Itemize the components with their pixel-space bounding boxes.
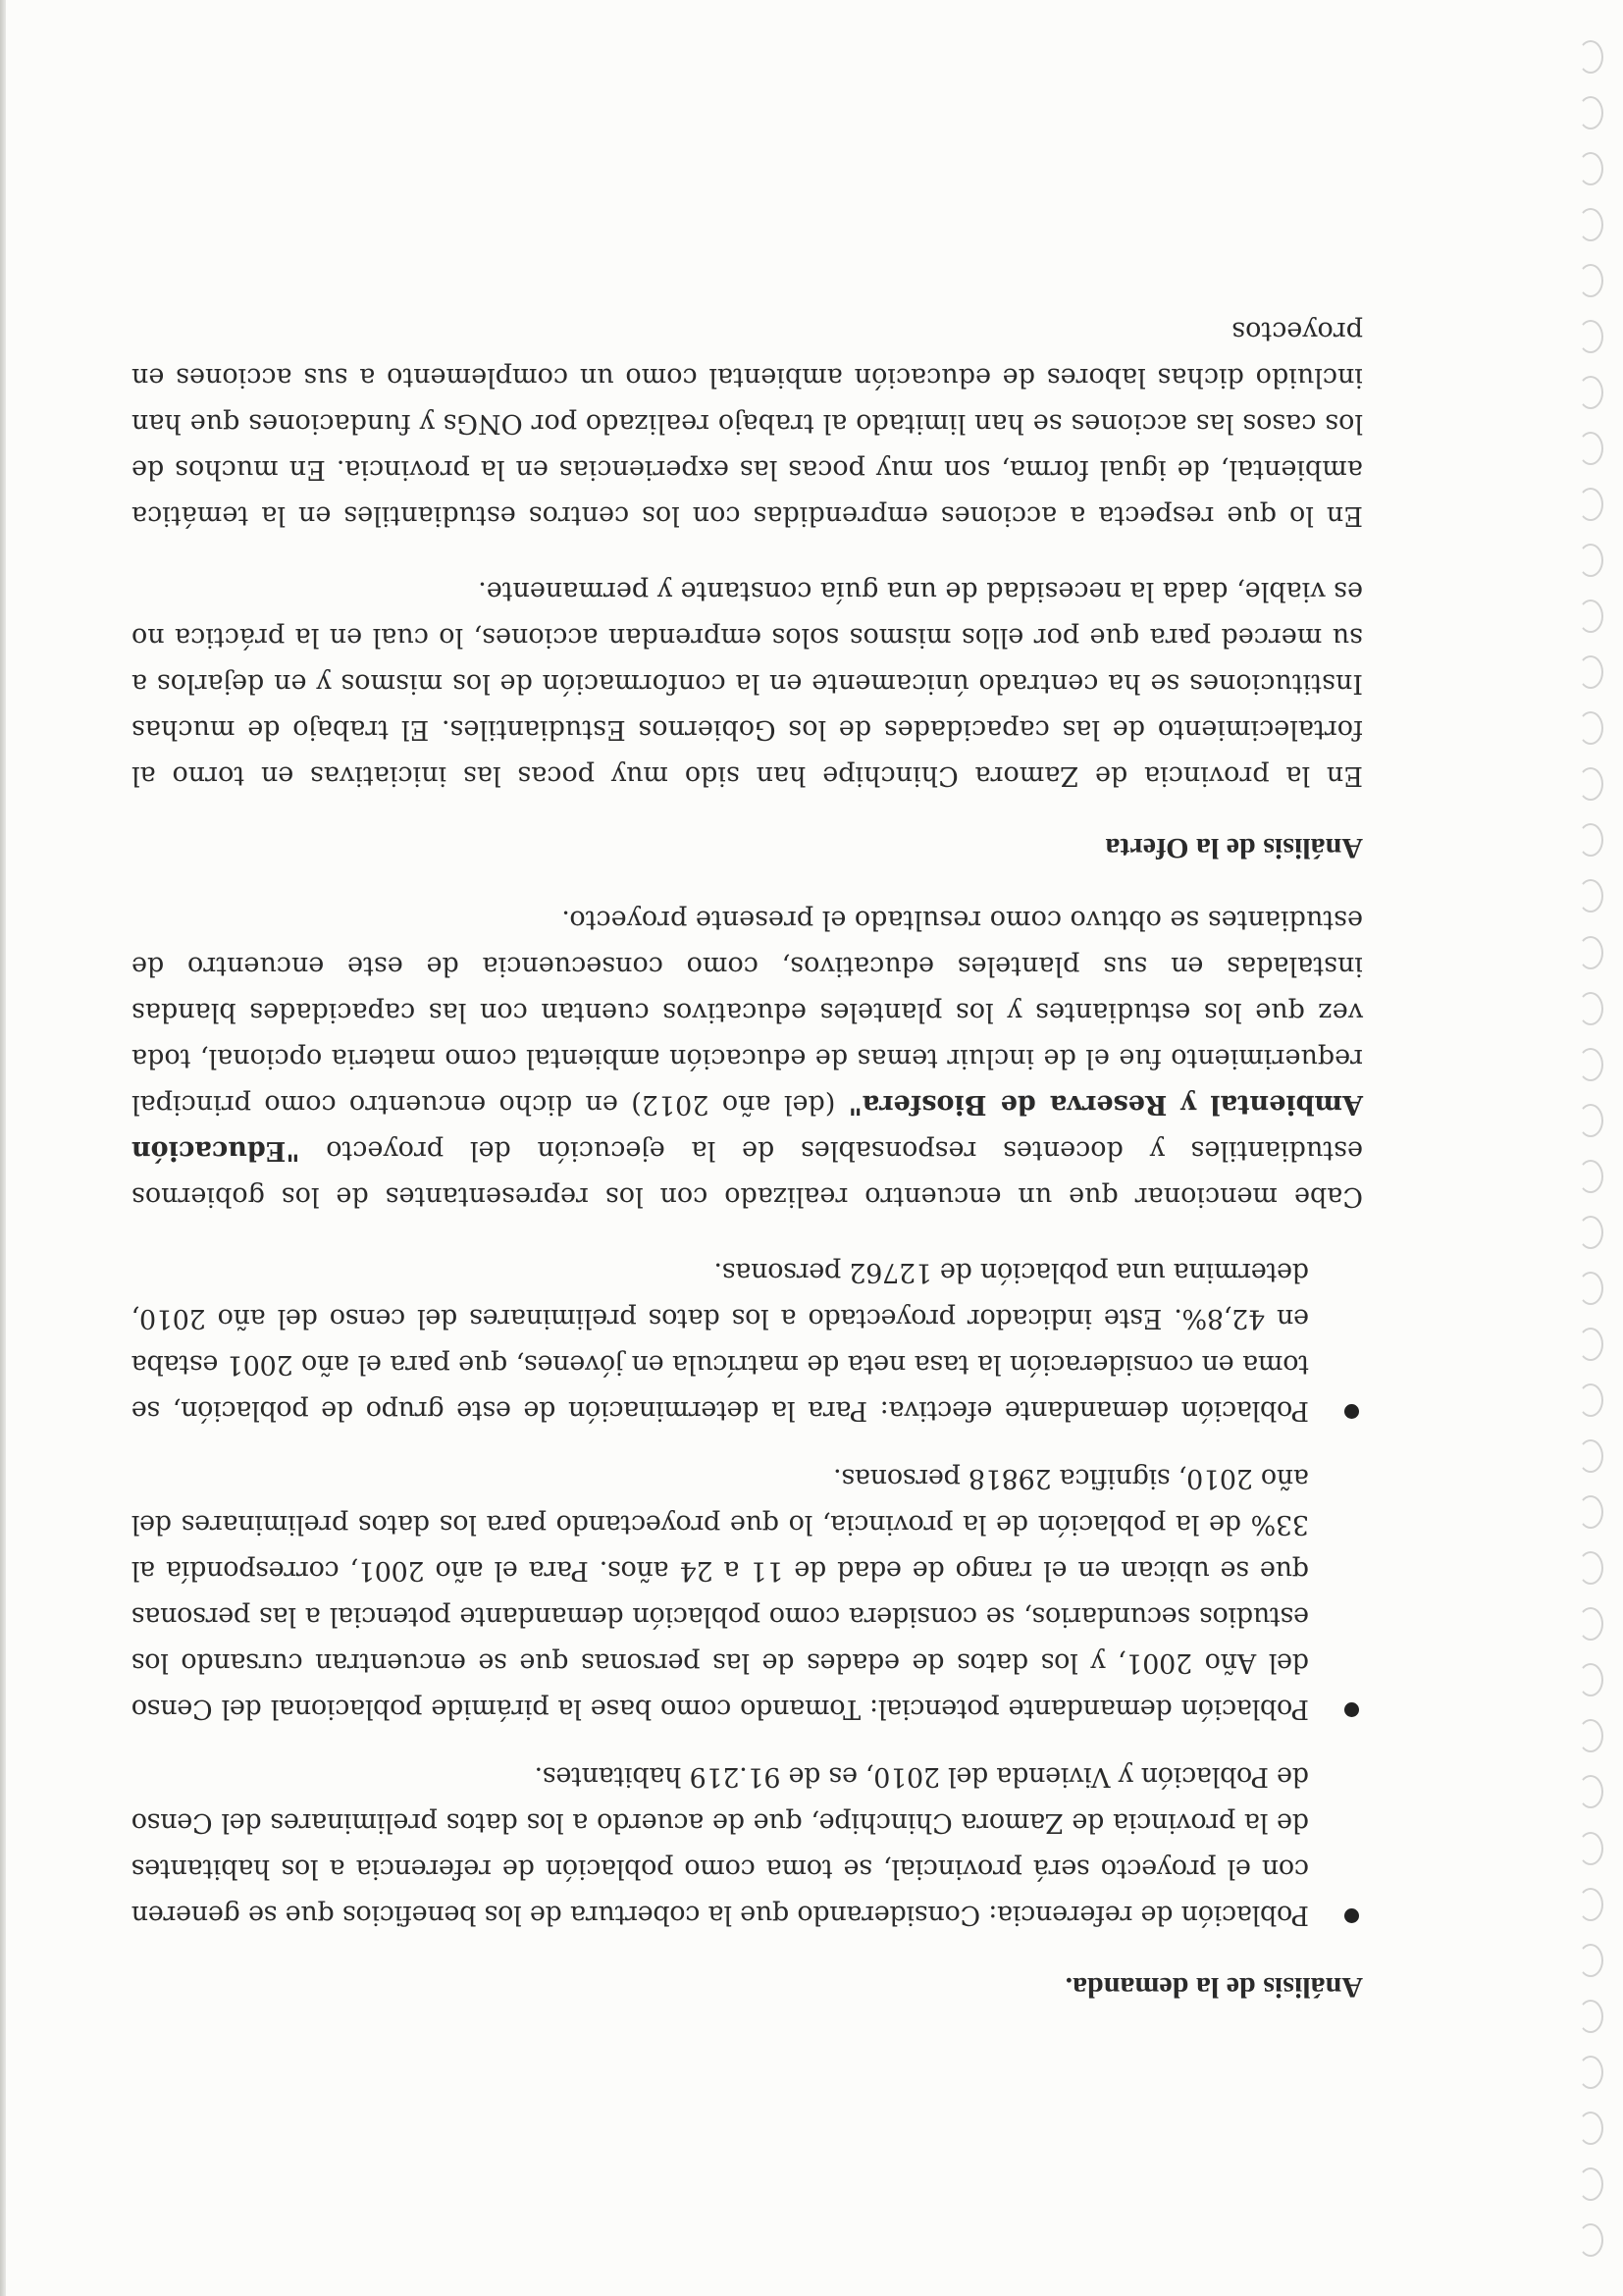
binder-ring: [1578, 376, 1603, 409]
offer-heading: Análisis de la Oferta: [1105, 832, 1363, 864]
list-item-text: Población demandante efectiva: Para la determinación de este grupo de población, se toma en consideración la tasa neta de matrícula en jóvenes, que para el año 2001 estaba en 42,8%. Este indicador proyectado a los datos preliminares del censo del año 2010, determina una población de 12762 personas.: [131, 1257, 1309, 1426]
list-item: [131, 1455, 1363, 1732]
binder-ring: [1578, 152, 1603, 185]
binder-ring: [1578, 264, 1603, 297]
binder-ring: [1578, 767, 1603, 801]
binder-ring: [1578, 2000, 1603, 2033]
offer-paragraph-2: [131, 308, 1363, 539]
binder-ring: [1578, 1216, 1603, 1249]
paragraph-text: En lo que respecta a acciones emprendidas con los centros estudiantiles en la temática ambiental, de igual forma, son muy pocas las experiencias en la provincia. En muchos de los casos las acciones se han limitado al trabajo realizado por ONGs y fundaciones que han incluido dichas labores de educación ambiental como un complemento a sus acciones en proyectos: [131, 316, 1363, 531]
binder-ring: [1578, 1160, 1603, 1193]
binder-ring: [1578, 488, 1603, 521]
binder-ring: [1578, 1944, 1603, 1977]
list-item-text: Población demandante potencial: Tomando como base la pirámide poblacional del Censo del Año 2001, y los datos de edades de las personas que se encuentran cursando los estudios secundarios, se considera como población demandante potencial a las personas que se ubican en el rango de edad de 11 a 24 años. Para el año 2001, correspondía al 33% de la población de la provincia, lo que proyectando para los datos preliminares del año 2010, significa 29818 personas.: [131, 1463, 1309, 1724]
binder-ring: [1578, 1663, 1603, 1696]
binder-ring: [1578, 1328, 1603, 1361]
binder-ring: [1578, 2112, 1603, 2145]
binder-ring: [1578, 96, 1603, 130]
document-body: [131, 279, 1363, 2007]
offer-paragraph-1: [131, 568, 1363, 799]
binder-ring: [1578, 1551, 1603, 1585]
paragraph-text: Cabe mencionar que un encuentro realizado con los representantes de los gobiernos estudiantiles y docentes responsables de la ejecución del proyecto: [131, 1135, 1363, 1212]
binder-ring: [1578, 936, 1603, 969]
binder-ring: [1578, 1888, 1603, 1921]
binder-ring: [1578, 2223, 1603, 2257]
bullet-icon: [1344, 1702, 1359, 1717]
binder-ring: [1578, 1048, 1603, 1081]
list-item: [131, 1753, 1363, 1938]
binder-ring: [1578, 432, 1603, 465]
binder-ring: [1578, 1832, 1603, 1865]
paragraph-text: En la provincia de Zamora Chinchipe han sido muy pocas las iniciativas en torno al fortalecimiento de las capacidades de los Gobiernos Estudiantiles. El trabajo de muchas Instituciones se ha centrado únicamente en la conformación de los mismos y en dejarlos a su merced para que por ellos mismos solos emprendan acciones, lo cual en la práctica no es viable, dada la necesidad de una guía constante y permanente.: [131, 576, 1363, 791]
demand-bullet-list: [131, 1249, 1363, 1938]
binder-ring: [1578, 1776, 1603, 1809]
binder-ring: [1578, 823, 1603, 857]
scan-edge-shadow: [0, 0, 6, 2296]
demand-heading: Análisis de la demanda.: [1065, 1971, 1363, 2004]
binder-ring: [1578, 1272, 1603, 1305]
binder-ring: [1578, 1719, 1603, 1752]
binder-ring: [1578, 711, 1603, 745]
binder-ring: [1578, 655, 1603, 689]
binder-ring: [1578, 2056, 1603, 2089]
binder-ring: [1578, 320, 1603, 353]
list-item: [131, 1249, 1363, 1434]
binder-ring: [1578, 2167, 1603, 2201]
binder-ring: [1578, 1607, 1603, 1641]
bullet-icon: [1344, 1404, 1359, 1419]
list-item-text: Población de referencia: Considerando que la cobertura de los beneficios que se generen con el proyecto será provincial, se toma como población de referencia a los habitantes de la provincia de Zamora Chinchipe, que de acuerdo a los datos preliminares del Censo de Población y Vivienda del 2010, es de 91.219 habitantes.: [131, 1761, 1309, 1930]
binder-ring: [1578, 544, 1603, 577]
project-name-bold: "Educación Ambiental y Reserva de Biosfera": [131, 1089, 1363, 1166]
binder-holes: [1558, 39, 1617, 2257]
binder-ring: [1578, 1383, 1603, 1417]
binder-ring: [1578, 208, 1603, 241]
demand-paragraph: [131, 897, 1363, 1220]
binder-ring: [1578, 992, 1603, 1025]
binder-ring: [1578, 880, 1603, 913]
binder-ring: [1578, 600, 1603, 633]
binder-ring: [1578, 1495, 1603, 1529]
paragraph-text: (del año 2012) en dicho encuentro como principal requerimiento fue el de incluir temas de educación ambiental como materia opcional, toda vez que los estudiantes y los planteles educativos cuentan con las capacidades blandas instaladas en sus planteles educativos, como consecuencia de este encuentro de estudiantes se obtuvo como resultado el presente proyecto.: [131, 905, 1363, 1120]
binder-ring: [1578, 1104, 1603, 1137]
binder-ring: [1578, 1439, 1603, 1473]
bullet-icon: [1344, 1908, 1359, 1923]
binder-ring: [1578, 40, 1603, 74]
